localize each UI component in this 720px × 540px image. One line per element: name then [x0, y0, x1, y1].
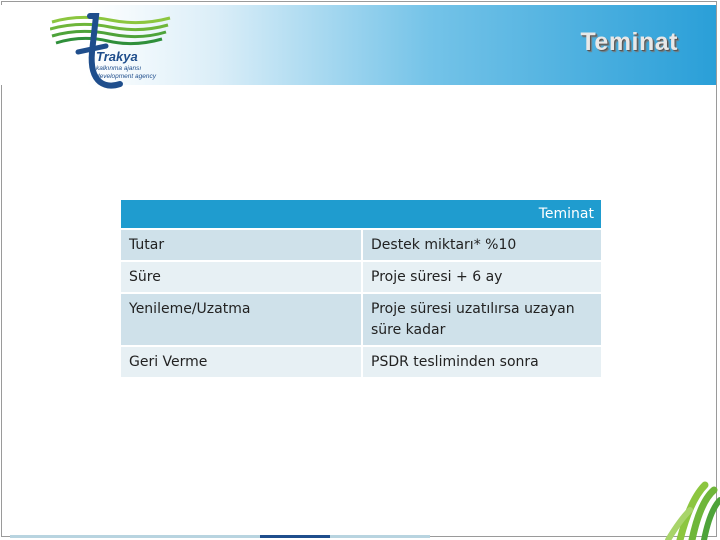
- teminat-table-wrap: [121, 200, 601, 379]
- row-label-sure: Süre: [121, 262, 363, 294]
- table-row: [121, 262, 601, 294]
- logo-subtitle-en: development agency: [96, 73, 156, 80]
- table-header: Teminat: [121, 200, 601, 230]
- bottom-accent-bar: [10, 535, 430, 538]
- table-header-row: [121, 200, 601, 230]
- table-row: [121, 230, 601, 262]
- row-value-yenileme: Proje süresi uzatılırsa uzayan süre kadar: [363, 294, 601, 347]
- decorative-swoosh-icon: [610, 440, 720, 540]
- row-value-geri-verme: PSDR tesliminden sonra: [363, 347, 601, 379]
- slide-title: Teminat: [580, 28, 678, 56]
- table-row: [121, 294, 601, 347]
- teminat-table: [121, 200, 601, 379]
- row-label-geri-verme: Geri Verme: [121, 347, 363, 379]
- row-value-sure: Proje süresi + 6 ay: [363, 262, 601, 294]
- row-label-yenileme: Yenileme/Uzatma: [121, 294, 363, 347]
- row-value-tutar: Destek miktarı* %10: [363, 230, 601, 262]
- table-row: [121, 347, 601, 379]
- logo-subtitle-tr: kalkınma ajansı: [96, 65, 142, 72]
- logo-name: Trakya: [96, 49, 138, 64]
- row-label-tutar: Tutar: [121, 230, 363, 262]
